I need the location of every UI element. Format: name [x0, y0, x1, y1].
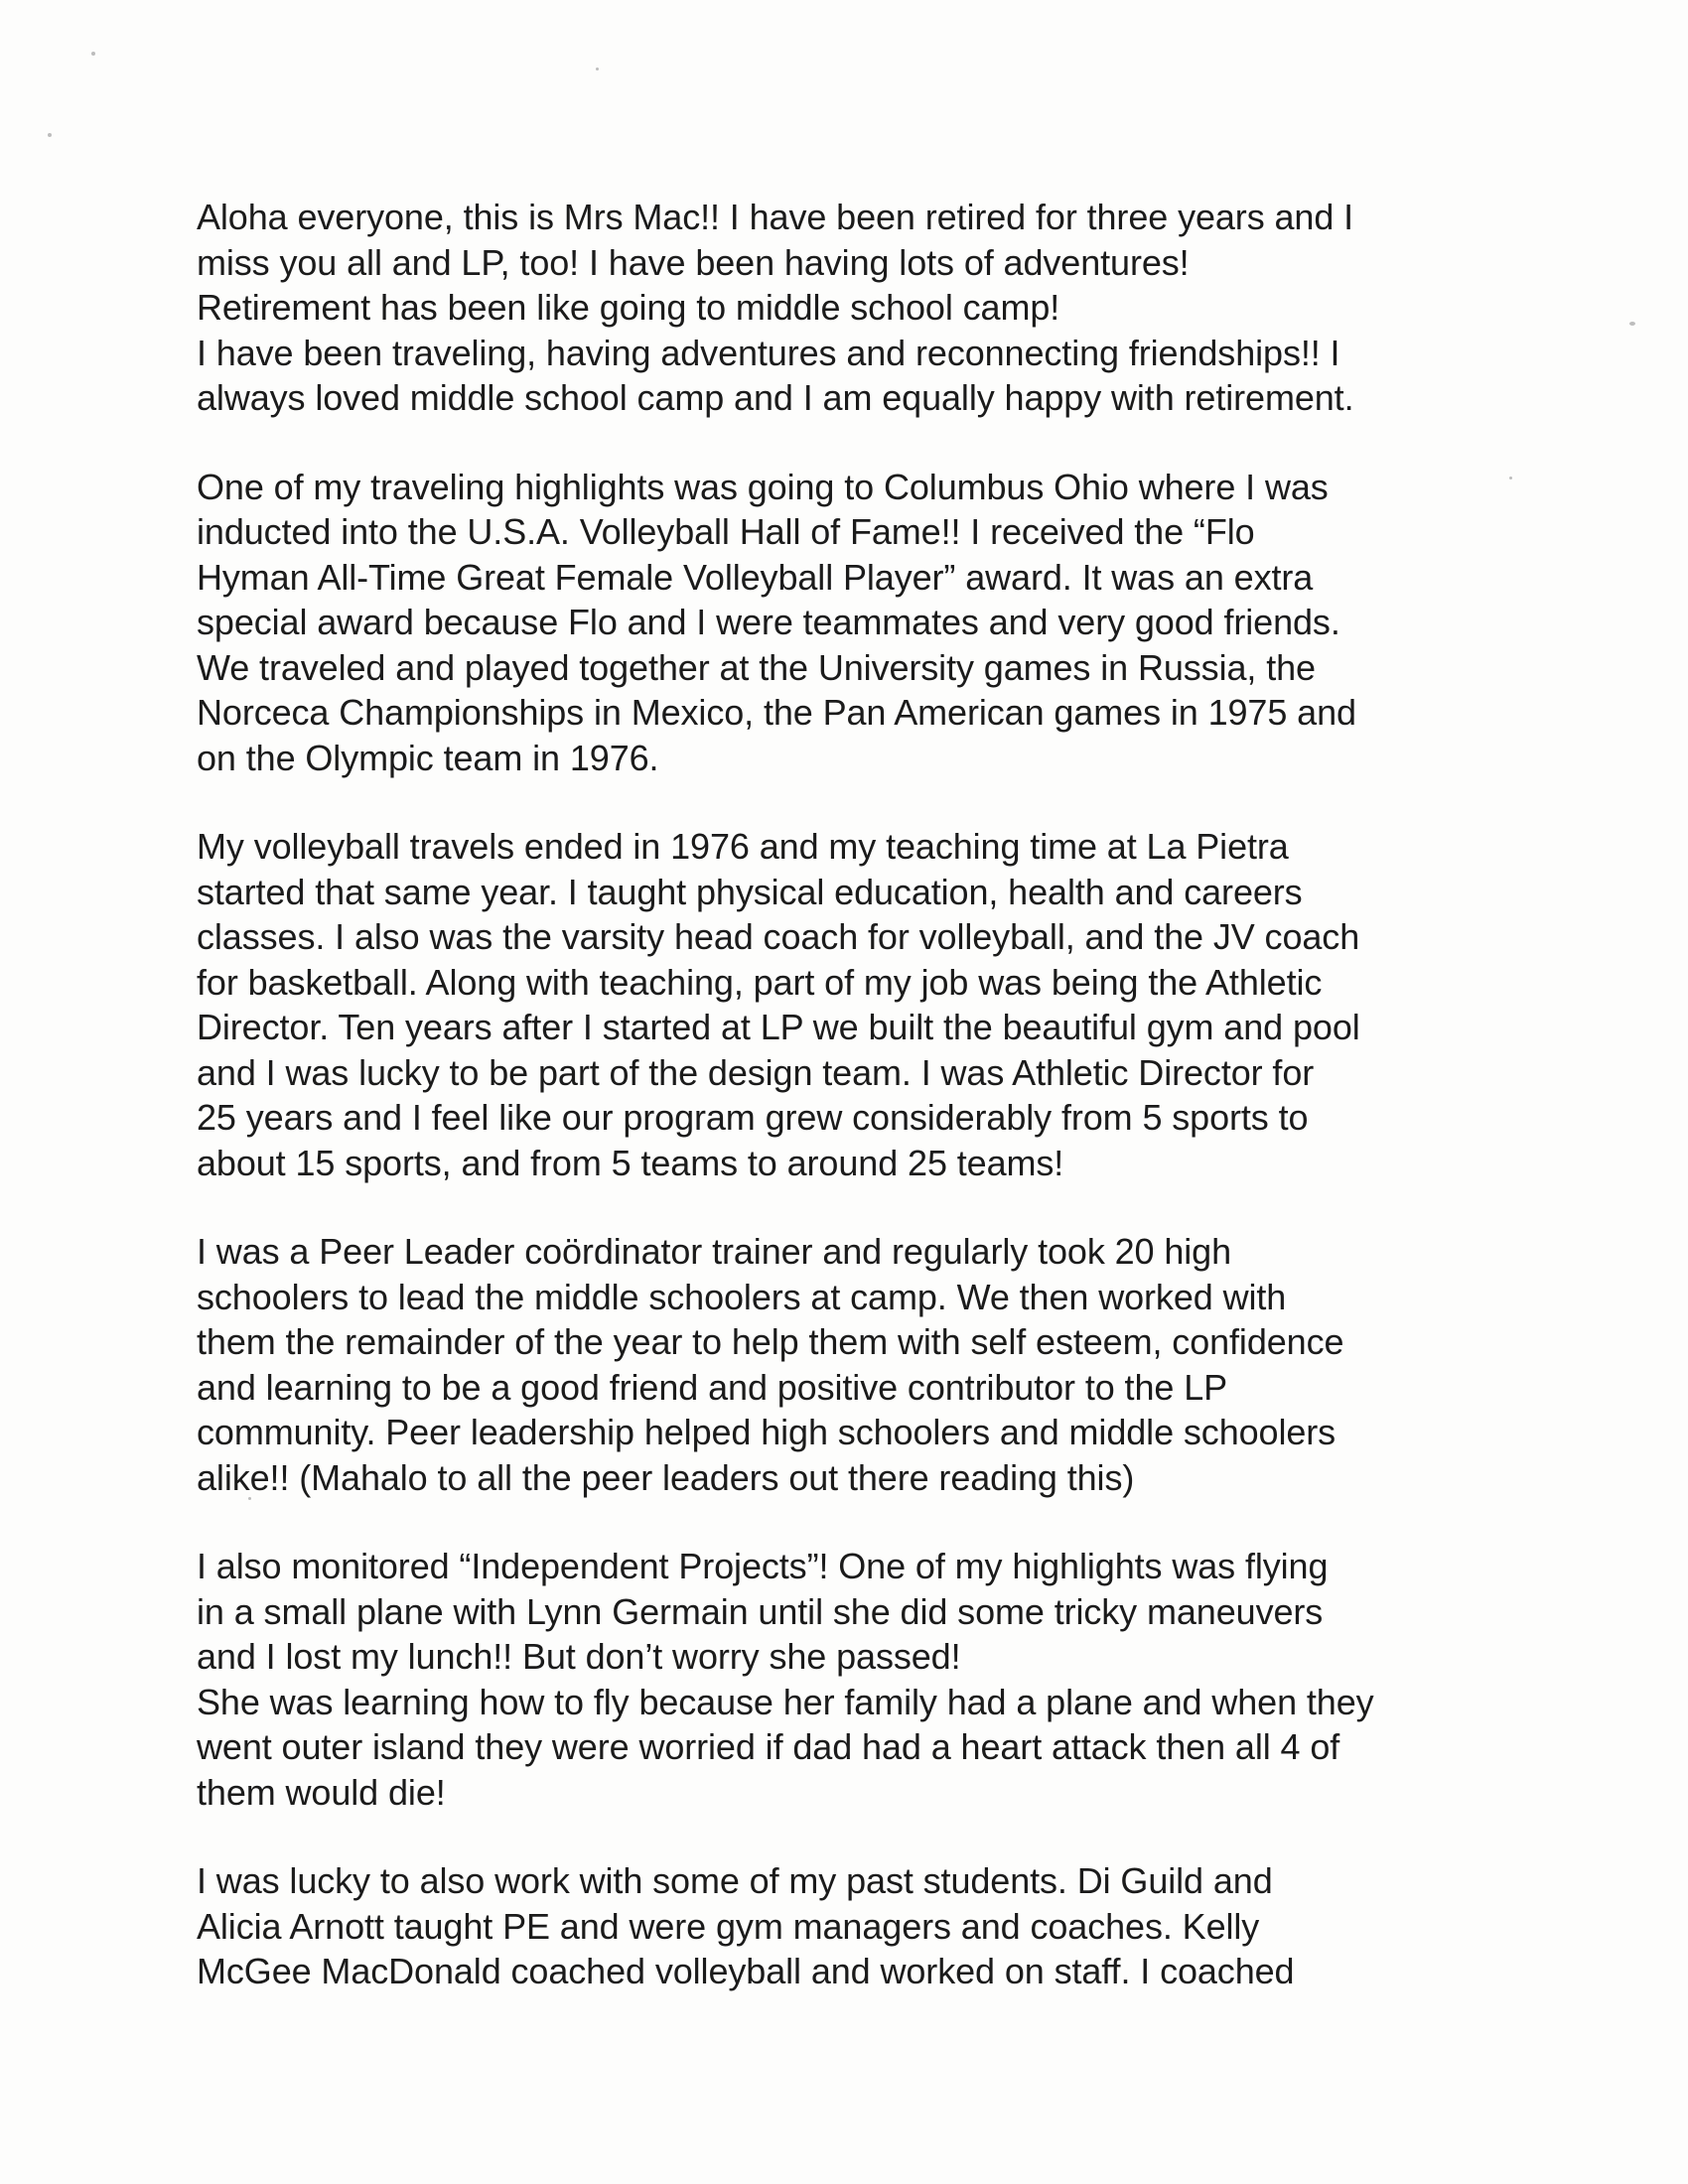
text-line: special award because Flo and I were teammates and very good friends. [197, 602, 1340, 642]
text-line: and learning to be a good friend and positive contributor to the LP [197, 1366, 1228, 1408]
text-line: classes. I also was the varsity head coach for volleyball, and the JV coach [197, 916, 1360, 957]
text-line: community. Peer leadership helped high schoolers and middle schoolers [197, 1412, 1336, 1452]
text-line: inducted into the U.S.A. Volleyball Hall of Fame!! I received the “Flo [197, 511, 1255, 552]
text-line: Hyman All-Time Great Female Volleyball Player” award. It was an extra [197, 556, 1314, 598]
text-line: about 15 sports, and from 5 teams to around 25 teams! [197, 1142, 1064, 1183]
paragraph-peer-leader [197, 1229, 1527, 1500]
text-line: One of my traveling highlights was going to Columbus Ohio where I was [197, 466, 1329, 507]
text-line: She was learning how to fly because her family had a plane and when they [197, 1681, 1374, 1722]
text-line: Aloha everyone, this is Mrs Mac!! I have been retired for three years and I [197, 197, 1354, 237]
text-line: and I was lucky to be part of the design team. I was Athletic Director for [197, 1051, 1315, 1093]
paragraph-independent-projects [197, 1544, 1527, 1815]
paragraph-intro [197, 195, 1527, 421]
text-line: My volleyball travels ended in 1976 and my teaching time at La Pietra [197, 826, 1289, 867]
text-line: them would die! [197, 1771, 446, 1813]
text-line: in a small plane with Lynn Germain until she did some tricky maneuvers [197, 1590, 1324, 1632]
text-line: Director. Ten years after I started at LP we built the beautiful gym and pool [197, 1007, 1360, 1047]
text-line: and I lost my lunch!! But don’t worry she passed! [197, 1636, 961, 1677]
text-line: I was a Peer Leader coördinator trainer and regularly took 20 high [197, 1231, 1232, 1272]
scan-speck [91, 52, 95, 56]
text-line: went outer island they were worried if dad had a heart attack then all 4 of [197, 1726, 1340, 1767]
scan-speck [596, 68, 599, 70]
letter-body [197, 195, 1527, 2038]
text-line: I also monitored “Independent Projects”! One of my highlights was flying [197, 1546, 1329, 1586]
text-line: Alicia Arnott taught PE and were gym managers and coaches. Kelly [197, 1905, 1260, 1947]
text-line: Retirement has been like going to middle school camp! [197, 287, 1060, 328]
text-line: them the remainder of the year to help them with self esteem, confidence [197, 1321, 1344, 1362]
scan-speck [1629, 322, 1635, 326]
text-line: miss you all and LP, too! I have been having lots of adventures! [197, 241, 1190, 283]
text-line: alike!! (Mahalo to all the peer leaders out there reading this) [197, 1456, 1135, 1498]
text-line: always loved middle school camp and I am equally happy with retirement. [197, 377, 1354, 418]
text-line: McGee MacDonald coached volleyball and worked on staff. I coached [197, 1951, 1295, 1991]
text-line: I was lucky to also work with some of my past students. Di Guild and [197, 1860, 1273, 1901]
paragraph-past-students [197, 1858, 1527, 1994]
scan-speck [48, 133, 52, 137]
text-line: started that same year. I taught physical education, health and careers [197, 871, 1303, 912]
text-line: Norceca Championships in Mexico, the Pan American games in 1975 and [197, 692, 1356, 733]
text-line: schoolers to lead the middle schoolers at camp. We then worked with [197, 1276, 1287, 1317]
text-line: for basketball. Along with teaching, part of my job was being the Athletic [197, 961, 1323, 1003]
text-line: I have been traveling, having adventures and reconnecting friendships!! I [197, 332, 1340, 373]
text-line: We traveled and played together at the University games in Russia, the [197, 646, 1316, 688]
paragraph-hall-of-fame [197, 465, 1527, 781]
paragraph-teaching [197, 824, 1527, 1185]
text-line: 25 years and I feel like our program grew considerably from 5 sports to [197, 1097, 1309, 1138]
text-line: on the Olympic team in 1976. [197, 737, 659, 778]
